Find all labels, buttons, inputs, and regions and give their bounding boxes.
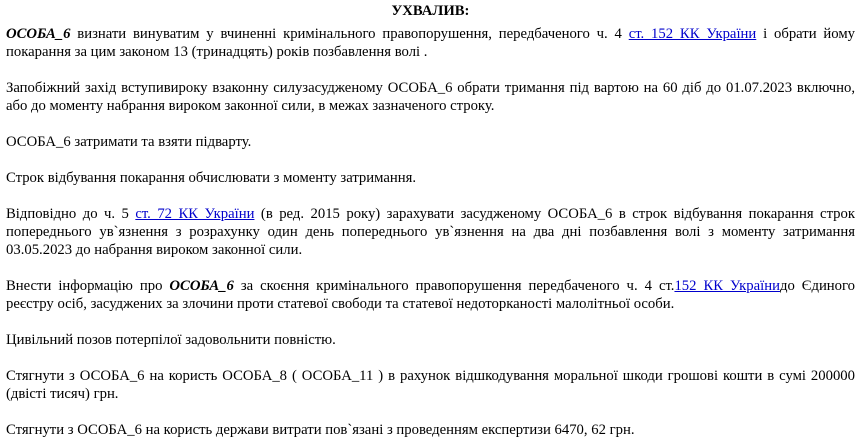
paragraph-pretrial-credit <box>6 205 855 259</box>
paragraph-text: (в ред. 2015 року) зарахувати засудженому ОСОБА_6 в строк відбування покарання строк попереднього ув`язнення з розрахунку один день попереднього ув`язнення на два дні позбавлення волі з моменту затримання 03.05.2023 до набрання вироком законної сили. <box>6 206 855 258</box>
paragraph-civil-claim: Цивільний позов потерпілої задовольнити повністю. <box>6 332 336 348</box>
paragraph-text: до Єдиного реєстру осіб, засуджених за злочини проти статевої свободи та статевої недоторканості малолітньої особи. <box>6 278 856 312</box>
paragraph-expertise-costs: Стягнути з ОСОБА_6 на користь держави витрати пов`язані з проведенням експертизи 6470, 62 грн. <box>6 422 635 438</box>
paragraph-term-calculation: Строк відбування покарання обчислювати з моменту затримання. <box>6 170 416 186</box>
paragraph-registry <box>6 277 855 313</box>
paragraph-text: визнати винуватим у вчиненні кримінального правопорушення, передбаченого ч. 4 <box>70 26 629 42</box>
paragraph-text: за скоєння кримінального правопорушення передбаченого ч. 4 ст. <box>233 278 675 294</box>
paragraph-moral-damages: Стягнути з ОСОБА_6 на користь ОСОБА_8 ( ОСОБА_11 ) в рахунок відшкодування моральної шкоди грошові кошти в сумі 200000 (двісті тисяч) грн. <box>6 368 855 402</box>
paragraph-text: Внести інформацію про <box>6 278 170 294</box>
paragraph-text: Відповідно до ч. 5 <box>6 206 136 222</box>
paragraph-text: і обрати йому покарання за цим законом 13 (тринадцять) років позбавлення волі . <box>6 26 855 60</box>
paragraph-preventive-measure: Запобіжний захід вступивироку взаконну силузасудженому ОСОБА_6 обрати тримання під вартою на 60 діб до 01.07.2023 включно, або до моменту набрання вироком законної сили, в межах зазначеного строку. <box>6 80 855 114</box>
verdict-heading: УХВАЛИВ: <box>391 3 470 19</box>
defendant-name: ОСОБА_6 <box>169 278 234 294</box>
law-link-art-72[interactable]: ст. 72 КК України <box>135 206 255 222</box>
law-link-art-152[interactable]: 152 КК України <box>674 278 780 294</box>
paragraph-guilty-sentence <box>6 25 855 61</box>
defendant-name: ОСОБА_6 <box>6 26 71 42</box>
law-link-art-152[interactable]: ст. 152 КК України <box>628 26 757 42</box>
paragraph-detain: ОСОБА_6 затримати та взяти підварту. <box>6 134 252 150</box>
